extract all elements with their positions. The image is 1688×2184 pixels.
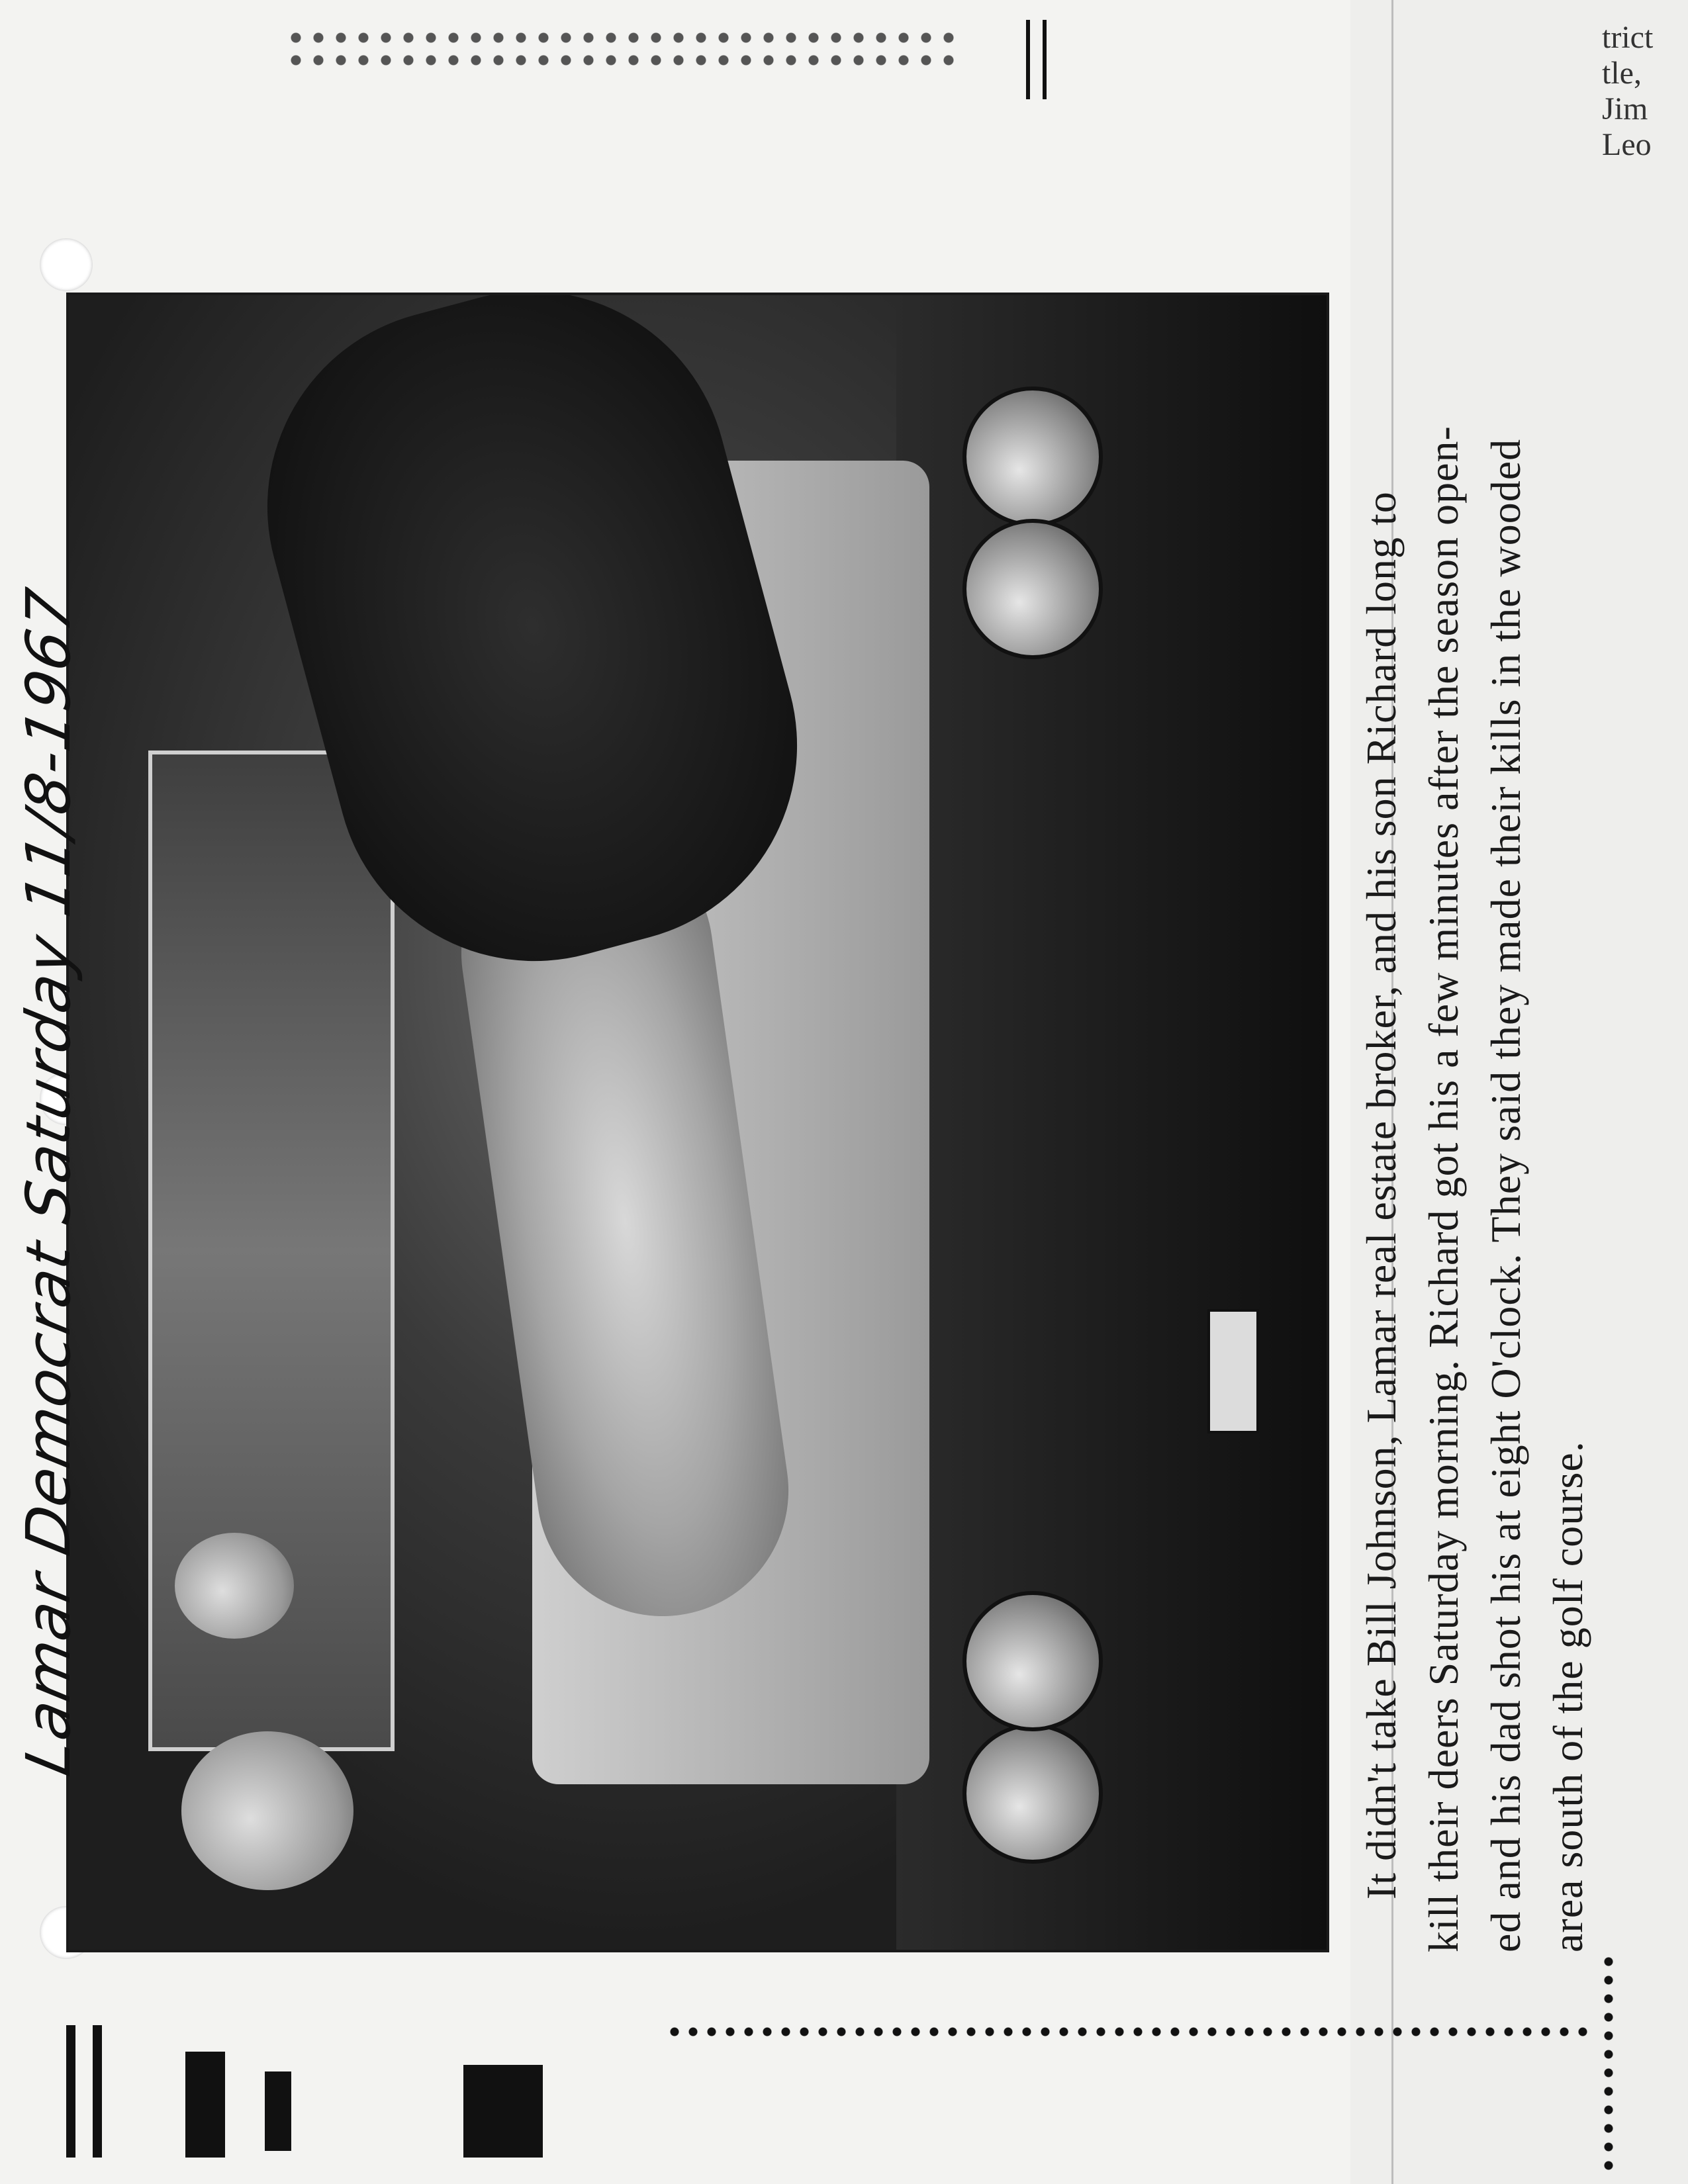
headlight [962,519,1103,659]
car-front-body [896,295,1327,1950]
caption-line: area south of the golf course. [1544,1441,1591,1952]
headlight [962,387,1103,527]
fragment-word: Jim [1602,91,1648,126]
fragment-word: trict [1602,20,1654,55]
caption-line: ed and his dad shot his at eight O'clock. They said they made their kills in the wooded [1482,438,1529,1952]
person-head [175,1533,294,1639]
caption-line: kill their deers Saturday morning. Richard got his a few minutes after the season open- [1420,426,1467,1952]
headlight [962,1591,1103,1731]
headlight [962,1723,1103,1864]
photo-caption [1350,298,1599,1952]
license-plate [1207,1309,1259,1433]
caption-line: It didn't take Bill Johnson, Lamar real estate broker, and his son Richard long to [1358,491,1405,1899]
fragment-word: tle, [1602,56,1642,91]
news-photo [66,293,1329,1952]
handwritten-source-note: Lamar Democrat Saturday 11/8-1967 [13,582,84,1782]
person-head [181,1731,353,1890]
fragment-word: Leo [1602,127,1652,162]
